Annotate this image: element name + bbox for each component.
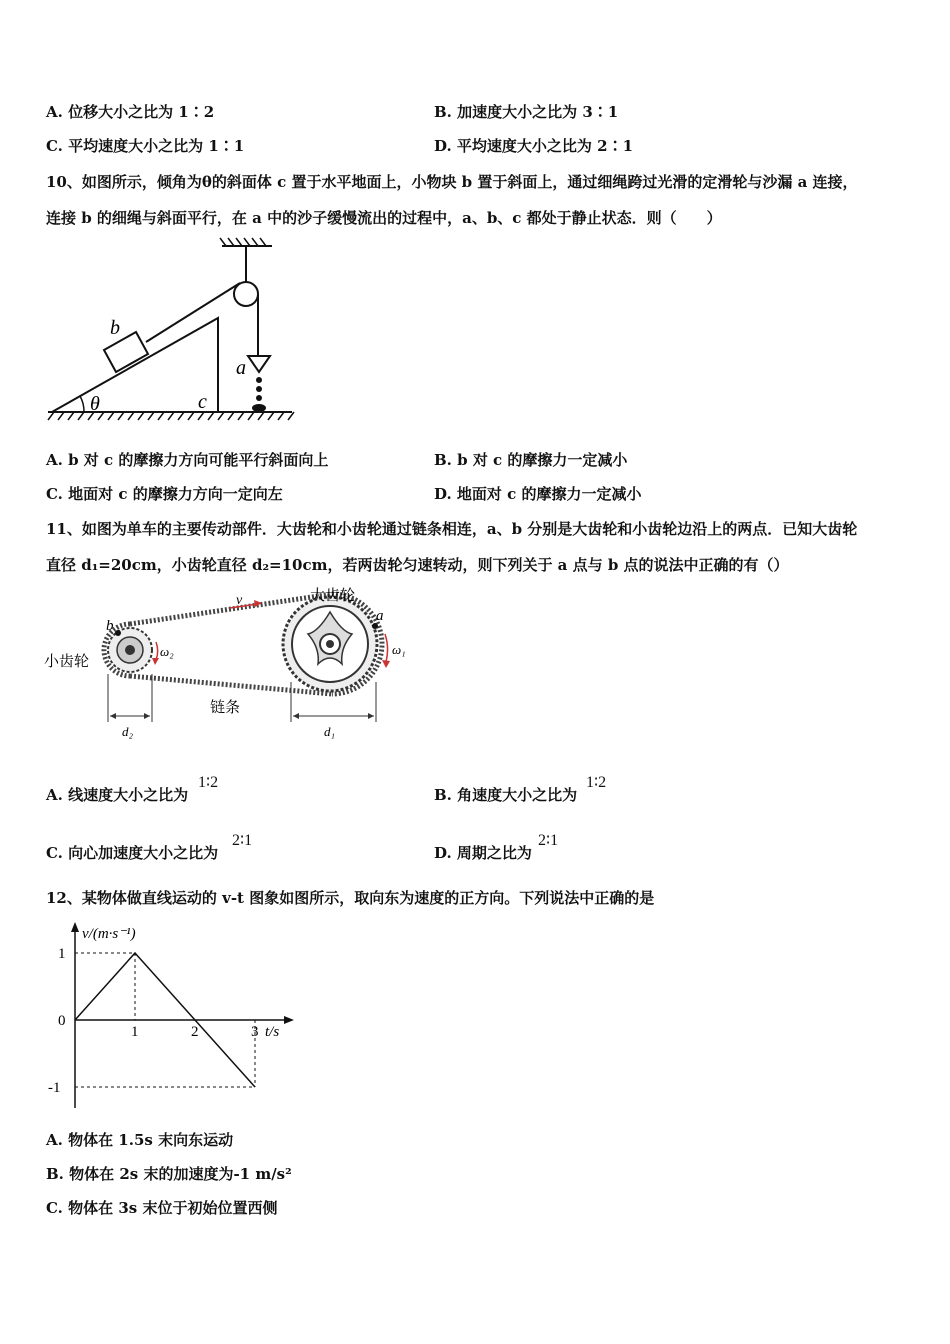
sand-funnel-a	[248, 356, 270, 372]
x-tick-label-1: 1	[131, 1024, 139, 1040]
q9-option-a: A. 位移大小之比为 1∶2	[46, 103, 215, 121]
bicycle-gear-figure	[40, 582, 420, 742]
label-v: v	[236, 593, 243, 608]
label-b: b	[110, 317, 120, 339]
x-tick-label-2: 2	[191, 1024, 199, 1040]
q11-option-a: A. 线速度大小之比为	[46, 786, 189, 804]
q11-stem-line2: 直径 d₁=20cm，小齿轮直径 d₂=10cm，若两齿轮匀速转动，则下列关于 a 点与 b 点的说法中正确的有（）	[46, 556, 789, 574]
q10-option-c: C. 地面对 c 的摩擦力方向一定向左	[46, 485, 283, 503]
q11-stem-line1: 11、如图为单车的主要传动部件．大齿轮和小齿轮通过链条相连，a、b 分别是大齿轮和小齿轮边沿上的两点．已知大齿轮	[46, 520, 858, 538]
label-a: a	[236, 357, 246, 379]
q11-option-c-ratio: 2∶1	[232, 832, 253, 849]
q11-option-b: B. 角速度大小之比为	[434, 786, 578, 804]
y-tick-label-1: 1	[58, 946, 66, 962]
q12-option-b: B. 物体在 2s 末的加速度为-1 m/s²	[46, 1165, 292, 1183]
q10-stem-line2: 连接 b 的细绳与斜面平行，在 a 中的沙子缓慢流出的过程中，a、b、c 都处于静止状态．则（ ）	[46, 209, 722, 227]
q10-option-b: B. b 对 c 的摩擦力一定减小	[434, 451, 628, 469]
q11-option-d: D. 周期之比为	[434, 844, 532, 862]
q9-option-b: B. 加速度大小之比为 3∶1	[434, 103, 619, 121]
label-omega2: ω₂	[160, 644, 174, 659]
q12-stem: 12、某物体做直线运动的 v-t 图象如图所示，取向东为速度的正方向。下列说法中正确的是	[46, 889, 655, 907]
y-tick-label--1: -1	[48, 1080, 61, 1096]
label-theta: θ	[90, 393, 100, 415]
q9-option-d: D. 平均速度大小之比为 2∶1	[434, 137, 634, 155]
vt-chart	[40, 918, 300, 1118]
label-b-point: b	[106, 618, 114, 634]
q10-stem-line1: 10、如图所示，倾角为θ的斜面体 c 置于水平地面上，小物块 b 置于斜面上，通过细绳跨过光滑的定滑轮与沙漏 a 连接，	[46, 173, 858, 191]
q11-option-a-ratio: 1∶2	[198, 774, 219, 791]
label-a-point: a	[376, 608, 384, 624]
q9-option-c: C. 平均速度大小之比为 1∶1	[46, 137, 245, 155]
label-c: c	[198, 391, 207, 413]
label-omega1: ω₁	[392, 642, 406, 657]
q11-option-c: C. 向心加速度大小之比为	[46, 844, 219, 862]
q10-option-a: A. b 对 c 的摩擦力方向可能平行斜面向上	[46, 451, 329, 469]
x-axis-label: t/s	[265, 1024, 280, 1040]
y-tick-label-0: 0	[58, 1013, 66, 1029]
q11-option-b-ratio: 1∶2	[586, 774, 607, 791]
x-tick-label-3: 3	[251, 1024, 259, 1040]
q11-option-d-ratio: 2∶1	[538, 832, 559, 849]
q12-option-c: C. 物体在 3s 末位于初始位置西侧	[46, 1199, 278, 1217]
label-chain: 链条	[210, 698, 241, 716]
label-big-gear: 大齿轮	[310, 586, 356, 604]
y-axis-label: v/(m·s⁻¹)	[82, 926, 136, 942]
incline-pulley-figure	[40, 238, 300, 428]
label-small-gear: 小齿轮	[44, 652, 90, 670]
label-d2: d₂	[122, 724, 134, 739]
q12-option-a: A. 物体在 1.5s 末向东运动	[46, 1131, 234, 1149]
q10-option-d: D. 地面对 c 的摩擦力一定减小	[434, 485, 642, 503]
label-d1: d₁	[324, 724, 336, 739]
